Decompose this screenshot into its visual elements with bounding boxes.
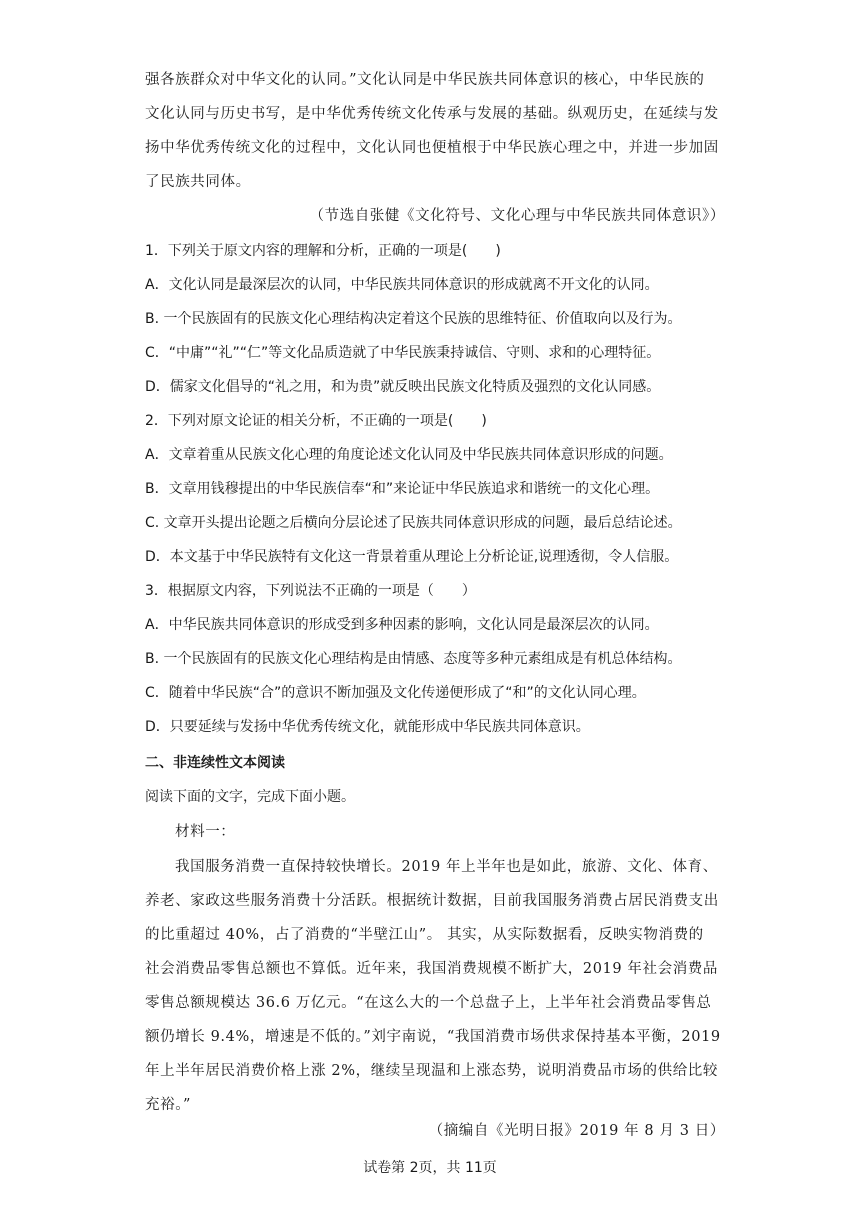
question-option: D．儒家文化倡导的“礼之用，和为贵”就反映出民族文化特质及强烈的文化认同感。 (145, 379, 661, 395)
material-line: 额仍增长 9.4%，增速是不低的。”刘宇南说，“我国消费市场供求保持基本平衡，2019 (145, 1029, 721, 1045)
passage-line: 强各族群众对中华文化的认同。”文化认同是中华民族共同体意识的核心，中华民族的 (145, 72, 705, 88)
question-option: B. 一个民族固有的民族文化心理结构决定着这个民族的思维特征、价值取向以及行为。 (145, 311, 682, 327)
question-option: C．随着中华民族“合”的意识不断加强及文化传递便形成了“和”的文化认同心理。 (145, 685, 646, 701)
question-stem: 2．下列对原文论证的相关分析，不正确的一项是( ) (145, 413, 487, 429)
question-option: D．只要延续与发扬中华优秀传统文化，就能形成中华民族共同体意识。 (145, 719, 590, 735)
page-footer: 试卷第 2页，共 11页 (363, 1160, 497, 1176)
question-option: A．文化认同是最深层次的认同，中华民族共同体意识的形成就离不开文化的认同。 (145, 277, 659, 293)
question-option: B. 一个民族固有的民族文化心理结构是由情感、态度等多种元素组成是有机总体结构。 (145, 651, 682, 667)
question-option: C. 文章开头提出论题之后横向分层论述了民族共同体意识形成的问题，最后总结论述。 (145, 515, 682, 531)
passage-source: （节选自张健《文化符号、文化心理与中华民族共同体意识》） (309, 208, 725, 224)
question-option: D．本文基于中华民族特有文化这一背景着重从理论上分析论证,说理透彻，令人信服。 (145, 549, 679, 565)
passage-line: 了民族共同体。 (145, 174, 251, 190)
section-heading: 二、非连续性文本阅读 (145, 755, 285, 771)
material-line: 我国服务消费一直保持较快增长。2019 年上半年也是如此，旅游、文化、体育、 (175, 859, 718, 875)
material-source: （摘编自《光明日报》2019 年 8 月 3 日） (428, 1123, 725, 1139)
question-option: C．“中庸”“礼”“仁”等文化品质造就了中华民族秉持诚信、守则、求和的心理特征。 (145, 345, 661, 361)
question-option: A．文章着重从民族文化心理的角度论述文化认同及中华民族共同体意识形成的问题。 (145, 447, 673, 463)
material-line: 年上半年居民消费价格上涨 2%，继续呈现温和上涨态势，说明消费品市场的供给比较 (145, 1063, 719, 1079)
material-line: 零售总额规模达 36.6 万亿元。“在这么大的一个总盘子上，上半年社会消费品零售总 (145, 995, 712, 1011)
material-line: 养老、家政这些服务消费十分活跃。根据统计数据，目前我国服务消费占居民消费支出 (145, 893, 719, 909)
material-label: 材料一： (175, 824, 236, 840)
material-line: 充裕。” (145, 1097, 192, 1113)
instruction: 阅读下面的文字，完成下面小题。 (145, 789, 355, 805)
passage-line: 文化认同与历史书写，是中华优秀传统文化传承与发展的基础。纵观历史，在延续与发 (145, 106, 719, 122)
material-line: 的比重超过 40%，占了消费的“半壁江山”。 其实，从实际数据看，反映实物消费的 (145, 927, 704, 943)
material-line: 社会消费品零售总额也不算低。近年来，我国消费规模不断扩大，2019 年社会消费品 (145, 961, 719, 977)
question-option: A．中华民族共同体意识的形成受到多种因素的影响，文化认同是最深层次的认同。 (145, 617, 659, 633)
question-option: B．文章用钱穆提出的中华民族信奉“和”来论证中华民族追求和谐统一的文化心理。 (145, 481, 660, 497)
passage-line: 扬中华优秀传统文化的过程中，文化认同也便植根于中华民族心理之中，并进一步加固 (145, 140, 719, 156)
question-stem: 3．根据原文内容，下列说法不正确的一项是（ ） (145, 583, 476, 599)
question-stem: 1．下列关于原文内容的理解和分析，正确的一项是( ) (145, 243, 501, 259)
